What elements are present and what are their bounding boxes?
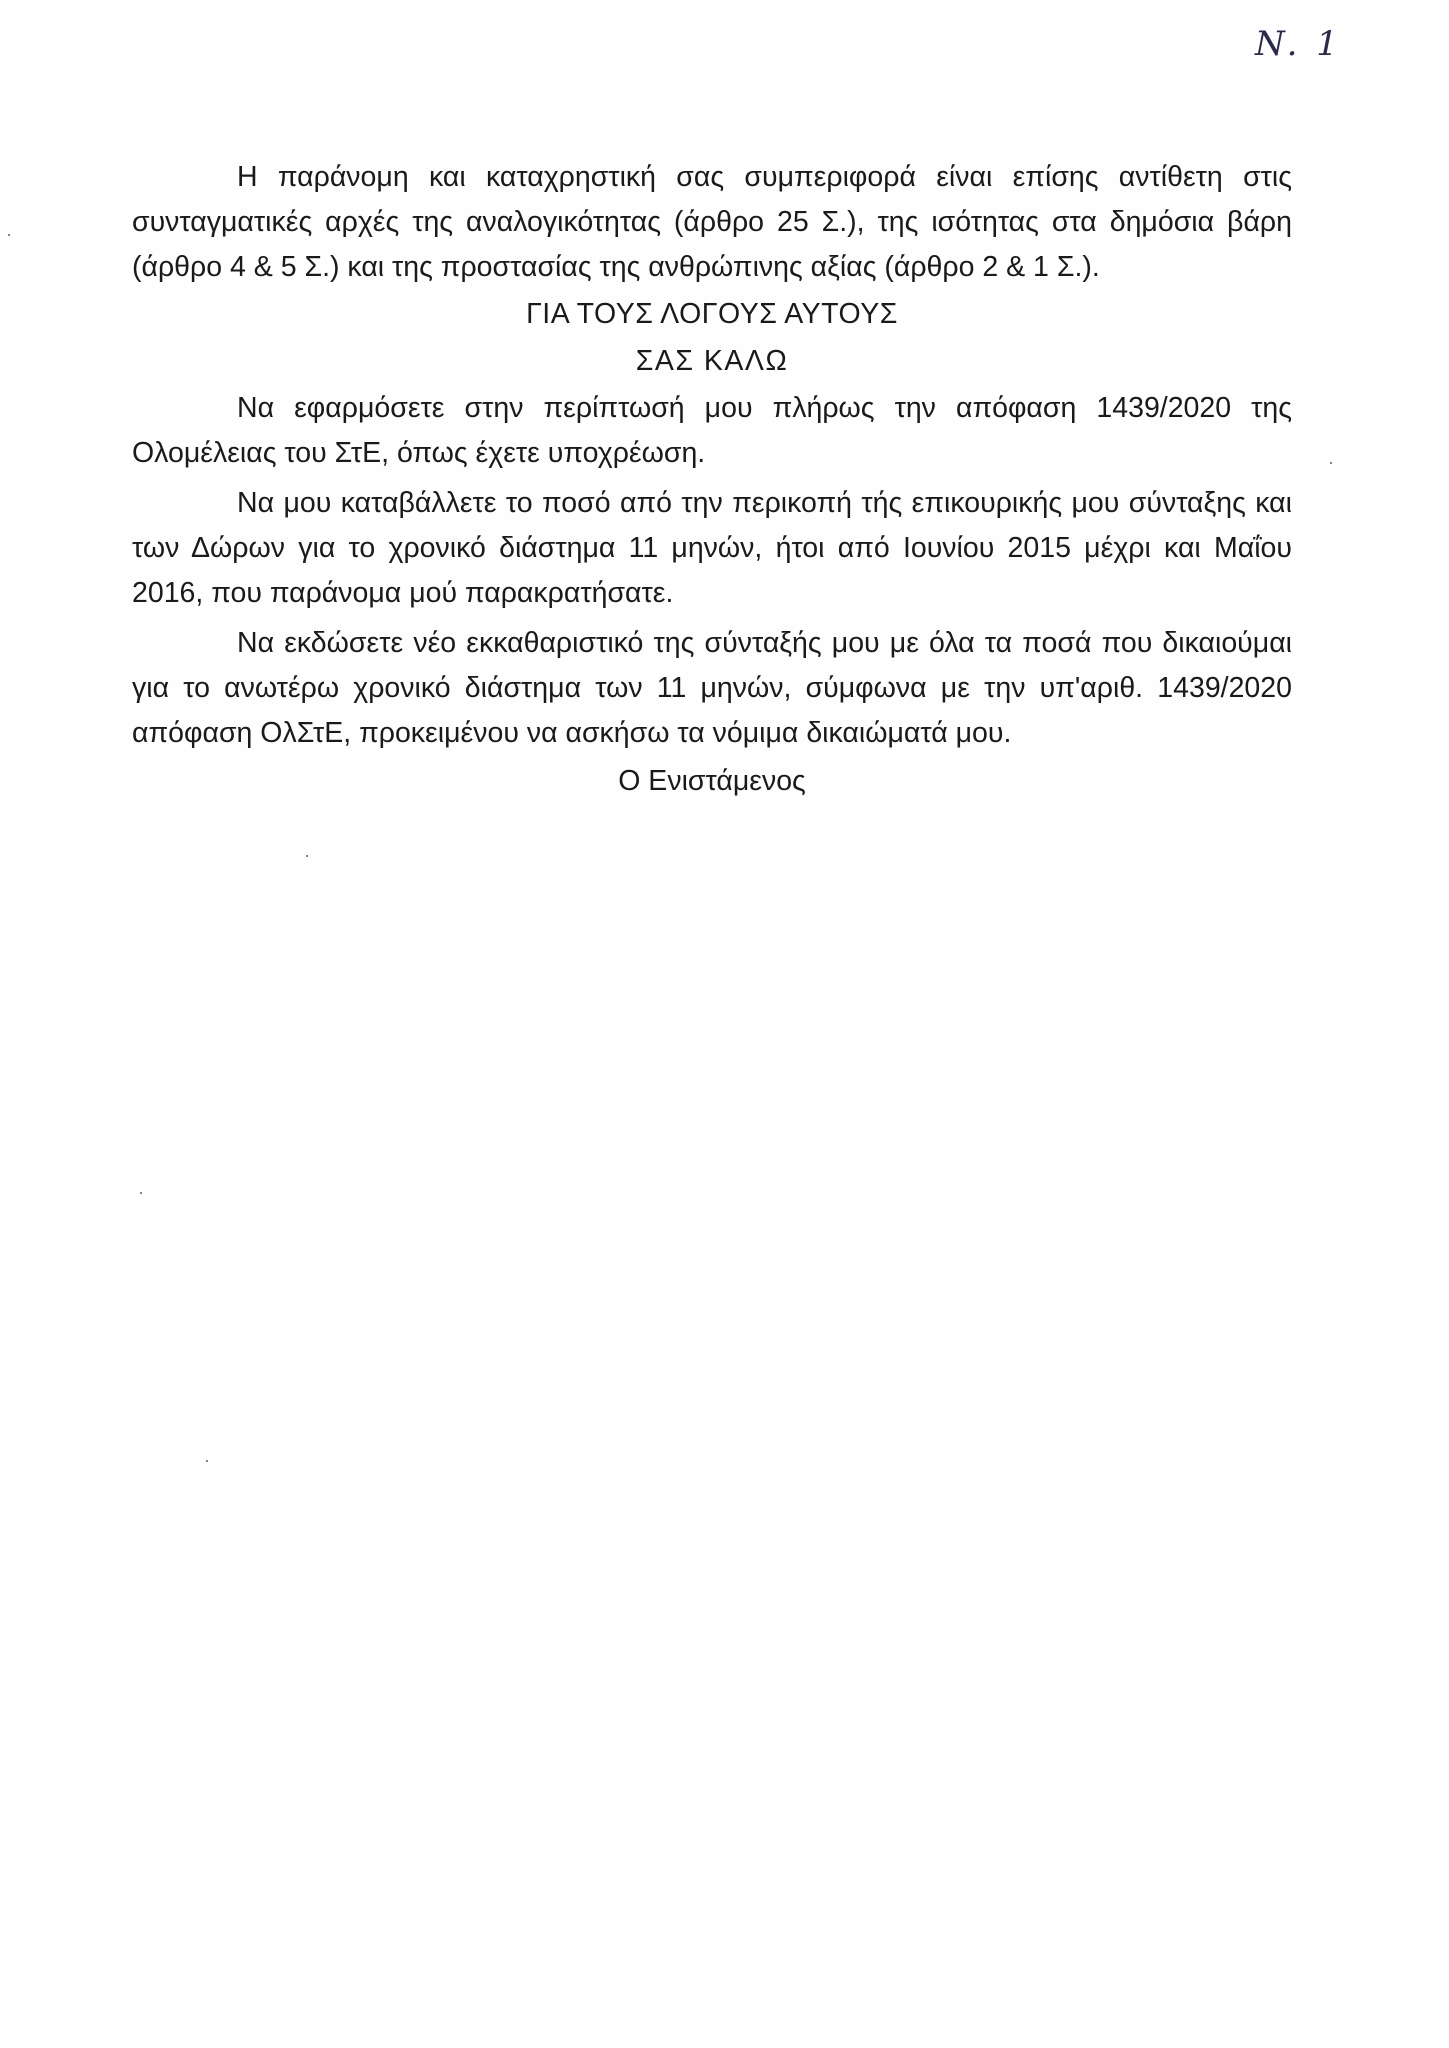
scan-speck xyxy=(306,855,308,857)
scan-speck xyxy=(140,1192,142,1194)
heading-for-these-reasons: ΓΙΑ ΤΟΥΣ ΛΟΓΟΥΣ ΑΥΤΟΥΣ xyxy=(526,298,898,330)
paragraph-apply-decision: Να εφαρμόσετε στην περίπτωσή μου πλήρως την απόφαση 1439/2020 της Ολομέλειας του ΣτΕ, όπως έχετε υποχρέωση. xyxy=(132,392,1292,469)
signature-line: Ο Ενιστάμενος xyxy=(618,765,806,797)
scan-speck xyxy=(8,234,10,236)
paragraph-constitutional-principles: Η παράνομη και καταχρηστική σας συμπεριφορά είναι επίσης αντίθετη στις συνταγματικές αρχές της αναλογικότητας (άρθρο 25 Σ.), της ισότητας στα δημόσια βάρη (άρθρο 4 & 5 Σ.) και της προστασίας της ανθρώπινης αξίας (άρθρο 2 & 1 Σ.). xyxy=(132,161,1292,283)
paragraph-pay-amount: Να μου καταβάλλετε το ποσό από την περικοπή τής επικουρικής μου σύνταξης και των Δώρων για το χρονικό διάστημα 11 μηνών, ήτοι από Ιουνίου 2015 μέχρι και Μαΐου 2016, που παράνομα μού παρακρατήσατε. xyxy=(132,487,1292,609)
paragraph-issue-statement: Να εκδώσετε νέο εκκαθαριστικό της σύνταξής μου με όλα τα ποσά που δικαιούμαι για το ανωτέρω χρονικό διάστημα των 11 μηνών, σύμφωνα με την υπ'αριθ. 1439/2020 απόφαση ΟλΣτΕ, προκειμένου να ασκήσω τα νόμιμα δικαιώματά μου. xyxy=(132,627,1292,749)
letter-body xyxy=(132,155,1292,804)
handwritten-page-number: N. 1 xyxy=(1255,24,1342,64)
scan-speck xyxy=(206,1460,208,1462)
heading-i-call-upon-you: ΣΑΣ ΚΑΛΩ xyxy=(635,345,789,377)
scan-speck xyxy=(1330,462,1332,464)
